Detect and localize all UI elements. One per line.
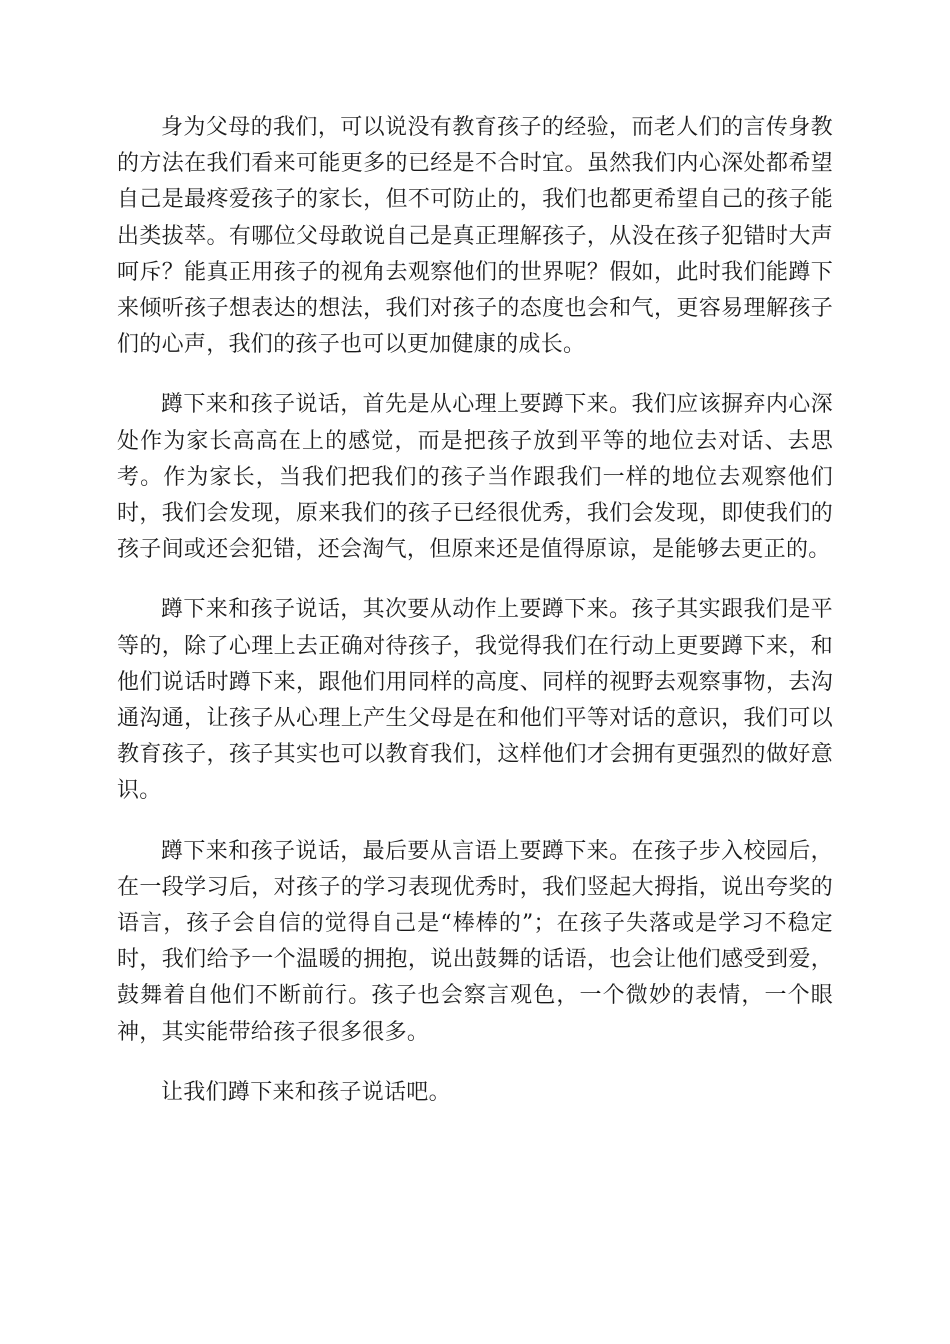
- paragraph-2: 蹲下来和孩子说话，首先是从心理上要蹲下来。我们应该摒弃内心深处作为家长高高在上的感觉，而是把孩子放到平等的地位去对话、去思考。作为家长，当我们把我们的孩子当作跟我们一样的地位去观察他们时，我们会发现，原来我们的孩子已经很优秀，我们会发现，即使我们的孩子间或还会犯错，还会淘气，但原来还是值得原谅，是能够去更正的。: [117, 392, 833, 563]
- document-body: [117, 110, 833, 1135]
- paragraph-1: 身为父母的我们，可以说没有教育孩子的经验，而老人们的言传身教的方法在我们看来可能更多的已经是不合时宜。虽然我们内心深处都希望自己是最疼爱孩子的家长，但不可防止的，我们也都更希望自己的孩子能出类拔萃。有哪位父母敢说自己是真正理解孩子，从没在孩子犯错时大声呵斥？能真正用孩子的视角去观察他们的世界呢？假如，此时我们能蹲下来倾听孩子想表达的想法，我们对孩子的态度也会和气，更容易理解孩子们的心声，我们的孩子也可以更加健康的成长。: [117, 115, 833, 358]
- paragraph-5: 让我们蹲下来和孩子说话吧。: [161, 1079, 451, 1105]
- paragraph-3: 蹲下来和孩子说话，其次要从动作上要蹲下来。孩子其实跟我们是平等的，除了心理上去正确对待孩子，我觉得我们在行动上更要蹲下来，和他们说话时蹲下来，跟他们用同样的高度、同样的视野去观察事物，去沟通沟通，让孩子从心理上产生父母是在和他们平等对话的意识，我们可以教育孩子，孩子其实也可以教育我们，这样他们才会拥有更强烈的做好意识。: [117, 597, 833, 804]
- paragraph-4: 蹲下来和孩子说话，最后要从言语上要蹲下来。在孩子步入校园后，在一段学习后，对孩子的学习表现优秀时，我们竖起大拇指，说出夸奖的语言，孩子会自信的觉得自己是“棒棒的”；在孩子失落或是学习不稳定时，我们给予一个温暖的拥抱，说出鼓舞的话语，也会让他们感受到爱，鼓舞着自他们不断前行。孩子也会察言观色，一个微妙的表情，一个眼神，其实能带给孩子很多很多。: [117, 838, 833, 1045]
